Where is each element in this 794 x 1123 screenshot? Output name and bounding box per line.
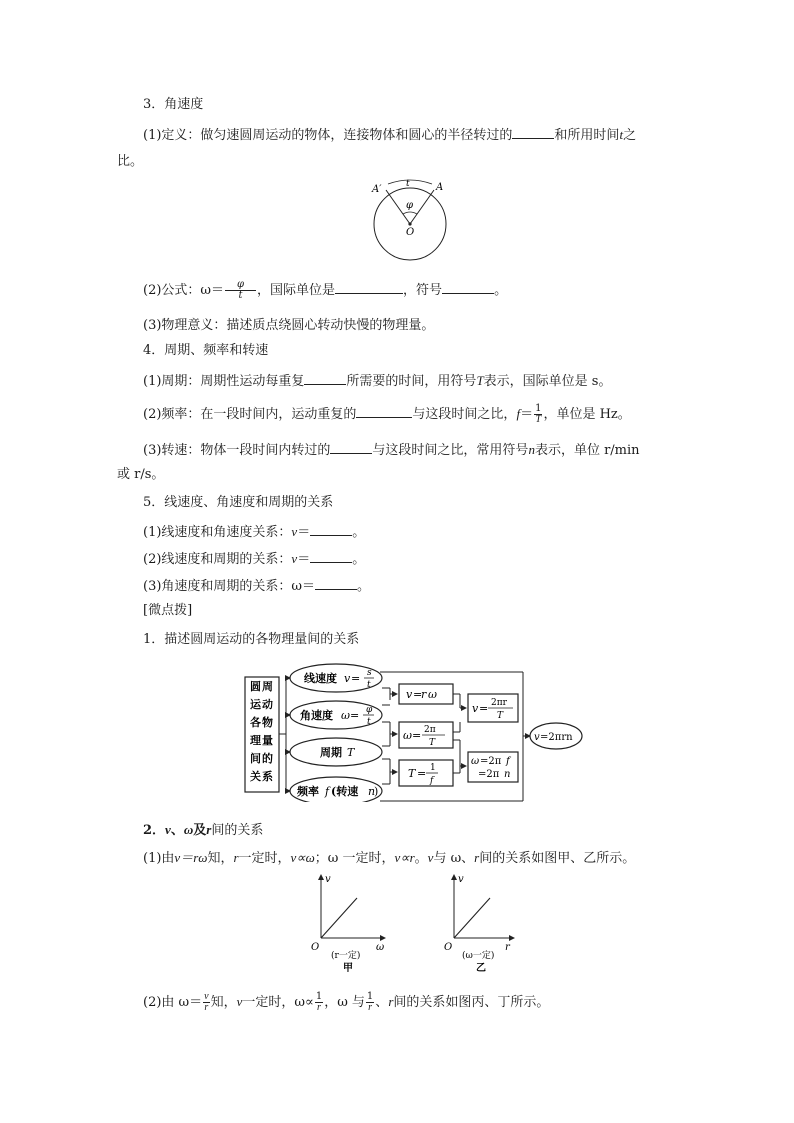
svg-text:t: t: [367, 717, 371, 727]
svg-text:ω: ω: [403, 729, 412, 742]
physical-meaning: (3)物理意义：描述质点绕圆心转动快慢的物理量。: [143, 318, 435, 333]
svg-text:乙: 乙: [476, 963, 486, 974]
frequency-text-2: 与这段时间之比，: [412, 407, 517, 422]
svg-text:运: 运: [250, 698, 261, 711]
svg-text:系: 系: [262, 770, 273, 783]
svg-text:T: T: [429, 738, 436, 748]
section-3-heading: 3．角速度: [143, 97, 204, 112]
rotation-speed-line: [143, 441, 640, 459]
svg-text:(ω一定): (ω一定): [462, 951, 495, 961]
proportion-line-1: (1)由v＝rω知，r一定时，v∝ω；ω 一定时，v∝r。v与 ω、r间的关系如图甲、乙所示。: [143, 850, 636, 866]
proportional-line: [321, 898, 357, 938]
svg-text:关: 关: [250, 770, 261, 783]
period-text-2: 所需要的时间，用符号: [346, 374, 477, 389]
svg-text:t: t: [367, 680, 371, 690]
svg-text:v: v: [325, 874, 331, 885]
equals-sign: ＝: [520, 407, 534, 422]
proportion-line-2: (2)由 ω＝ $\frac{v}{r}$ 知，v一定时，ω∝ $\frac{1}{r}$ ，ω 与 $\frac{1}{r}$ 、r间的关系如图丙、丁所示。: [143, 991, 550, 1013]
svg-text:=: =: [479, 702, 489, 715]
svg-text:量: 量: [262, 734, 273, 747]
svg-text:=: =: [417, 767, 427, 780]
definition-text: (1)定义：做匀速圆周运动的物体，连接物体和圆心的半径转过的: [143, 128, 513, 143]
svg-text:2πr: 2πr: [491, 698, 507, 708]
speed-text-2: 与这段时间之比，常用符号: [372, 443, 529, 458]
svg-text:=2π: =2π: [478, 769, 500, 780]
svg-text:频率: 频率: [297, 785, 319, 798]
phi-over-t-fraction: $\frac{\varphi}{t}$: [225, 280, 256, 301]
svg-text:=: =: [412, 729, 422, 742]
var-n: n: [528, 442, 535, 457]
svg-text:ω: ω: [376, 942, 385, 953]
formula-text-4: 。: [494, 283, 508, 298]
svg-text:=2πrn: =2πrn: [540, 732, 573, 743]
frequency-text: (2)频率：在一段时间内，运动重复的: [143, 407, 357, 422]
svg-text:角速度: 角速度: [300, 709, 333, 722]
unit-blank[interactable]: [335, 281, 403, 294]
graph-jia: [305, 870, 400, 975]
one-over-T-fraction: $\frac{1}{T}$: [535, 403, 542, 425]
svg-text:T: T: [408, 767, 416, 780]
svg-text:s: s: [367, 668, 372, 678]
svg-text:各: 各: [250, 716, 261, 729]
label-o: O: [406, 227, 415, 238]
period-text: (1)周期：周期性运动每重复: [143, 374, 305, 389]
svg-text:r: r: [505, 942, 510, 953]
proportional-line: [454, 898, 490, 938]
svg-text:间: 间: [250, 752, 261, 765]
svg-text:甲: 甲: [343, 963, 353, 974]
relationship-diagram: [240, 660, 590, 802]
svg-text:周期: 周期: [320, 746, 342, 759]
tips-item-2: 2．v、ω及r间的关系: [143, 822, 264, 838]
label-a: A: [436, 182, 444, 193]
formula-text: (2)公式：ω＝: [143, 283, 225, 298]
formula-text-2: ，国际单位是: [257, 283, 336, 298]
tips-heading: [微点拨]: [143, 603, 193, 618]
relation-1-blank[interactable]: [310, 523, 352, 536]
frequency-blank[interactable]: [356, 405, 412, 418]
section-5-heading: 5．线速度、角速度和周期的关系: [143, 495, 334, 510]
svg-text:v: v: [472, 702, 479, 715]
svg-text:=: =: [351, 672, 361, 685]
svg-text:2π: 2π: [424, 725, 436, 735]
label-phi: φ: [406, 200, 414, 211]
svg-text:r: r: [421, 688, 427, 701]
frequency-text-3: ，单位是 Hz。: [543, 407, 631, 422]
relation-2-blank[interactable]: [310, 550, 352, 563]
svg-text:v: v: [344, 672, 351, 685]
relation-1: (1)线速度和角速度关系：v＝ 。: [143, 524, 366, 540]
svg-text:f: f: [325, 785, 330, 798]
formula-text-3: ，符号: [403, 283, 443, 298]
svg-text:n: n: [504, 769, 511, 780]
speed-text-3: 表示，单位 r/min: [534, 443, 640, 458]
svg-text:1: 1: [430, 763, 436, 773]
svg-text:v: v: [534, 732, 540, 743]
svg-text:T: T: [347, 746, 355, 759]
formula-line: [143, 280, 507, 301]
svg-text:的: 的: [262, 752, 273, 765]
period-text-3: 表示，国际单位是 s。: [483, 374, 612, 389]
svg-text:T: T: [497, 711, 504, 721]
var-T: T: [476, 373, 484, 388]
definition-text-2: 和所用时间: [554, 128, 620, 143]
svg-text:动: 动: [262, 698, 273, 711]
symbol-blank[interactable]: [442, 281, 494, 294]
svg-text:物: 物: [262, 716, 273, 729]
svg-text:f: f: [506, 756, 510, 767]
var-f: f: [516, 406, 521, 421]
svg-text:v: v: [406, 688, 413, 701]
definition-line-2: 比。: [117, 154, 144, 169]
svg-text:f: f: [430, 776, 434, 786]
svg-text:ω: ω: [471, 756, 480, 767]
label-arc-t: t: [406, 179, 410, 189]
section-4-heading: 4．周期、频率和转速: [143, 343, 269, 358]
definition-text-3: 之: [623, 128, 637, 143]
speed-blank[interactable]: [330, 441, 372, 454]
svg-text:O: O: [311, 942, 320, 953]
svg-text:=: =: [350, 709, 360, 722]
svg-text:φ: φ: [366, 705, 373, 715]
svg-text:n: n: [368, 785, 376, 798]
label-a-prime: A′: [372, 184, 382, 195]
definition-line: [143, 126, 636, 144]
relation-3-blank[interactable]: [315, 577, 357, 590]
speed-text: (3)转速：物体一段时间内转过的: [143, 443, 331, 458]
relation-2: (2)线速度和周期的关系：v＝ 。: [143, 551, 366, 567]
relation-3: (3)角速度和周期的关系：ω＝ 。: [143, 579, 371, 594]
svg-text:v: v: [458, 874, 464, 885]
svg-text:ω: ω: [341, 709, 350, 722]
period-line: [143, 372, 611, 390]
side-box-label: [250, 679, 273, 783]
svg-text:=: =: [413, 688, 423, 701]
svg-text:圆: 圆: [250, 680, 261, 693]
graph-yi: [438, 870, 533, 975]
svg-text:(转速: (转速: [331, 785, 359, 798]
answer-blank[interactable]: [512, 126, 554, 139]
tips-item-1: 1．描述圆周运动的各物理量间的关系: [143, 632, 360, 647]
svg-text:ω: ω: [428, 688, 437, 701]
svg-text:线速度: 线速度: [304, 672, 337, 685]
angular-velocity-circle-figure: [360, 176, 470, 266]
svg-text:=2π: =2π: [480, 756, 502, 767]
svg-text:周: 周: [262, 680, 273, 693]
svg-text:(r一定): (r一定): [331, 951, 361, 961]
svg-text:理: 理: [250, 734, 261, 747]
var-t: t: [619, 127, 624, 142]
svg-text:): ): [374, 785, 379, 798]
period-blank[interactable]: [304, 372, 346, 385]
rotation-speed-line-2: 或 r/s。: [117, 467, 165, 482]
frequency-line: [143, 404, 631, 425]
svg-text:O: O: [444, 942, 453, 953]
